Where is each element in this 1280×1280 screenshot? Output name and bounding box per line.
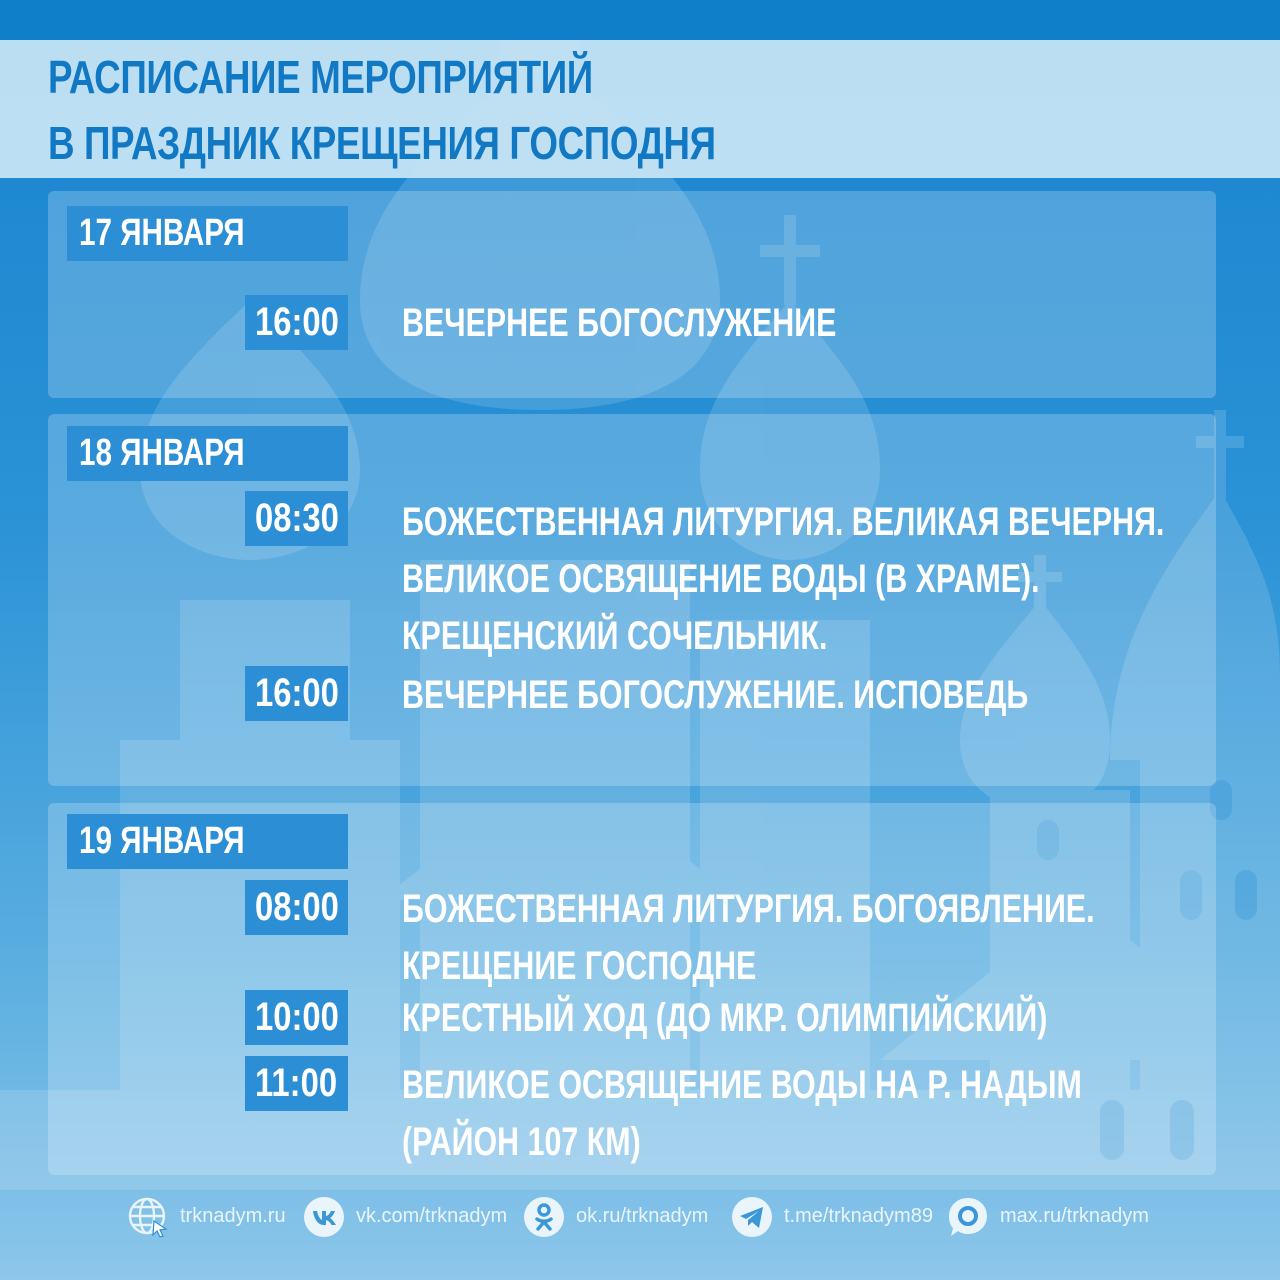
time-text: 10:00 <box>255 995 339 1039</box>
date-text: 18 ЯНВАРЯ <box>79 432 245 474</box>
date-label <box>67 426 348 481</box>
page-title-line1: РАСПИСАНИЕ МЕРОПРИЯТИЙ <box>48 51 593 103</box>
event-line: БОЖЕСТВЕННАЯ ЛИТУРГИЯ. ВЕЛИКАЯ ВЕЧЕРНЯ. <box>402 500 1165 544</box>
time-badge <box>245 880 348 935</box>
event-description <box>402 295 836 352</box>
time-text: 16:00 <box>255 671 339 715</box>
time-badge <box>245 666 348 721</box>
date-label <box>67 206 348 261</box>
event-line: ВЕЛИКОЕ ОСВЯЩЕНИЕ ВОДЫ (В ХРАМЕ). <box>402 557 1040 601</box>
time-text: 11:00 <box>255 1061 338 1105</box>
top-bar <box>0 0 1280 40</box>
event-line: БОЖЕСТВЕННАЯ ЛИТУРГИЯ. БОГОЯВЛЕНИЕ. <box>402 887 1095 931</box>
time-text: 08:30 <box>255 496 339 540</box>
date-label <box>67 814 348 869</box>
vk-icon <box>302 1195 346 1239</box>
event-description <box>402 881 1095 995</box>
event-line: ВЕЧЕРНЕЕ БОГОСЛУЖЕНИЕ <box>402 301 837 345</box>
event-description <box>402 494 1164 665</box>
date-text: 17 ЯНВАРЯ <box>79 212 245 254</box>
event-description <box>402 1057 1082 1171</box>
social-link-text: trknadym.ru <box>180 1205 286 1227</box>
time-text: 16:00 <box>255 300 339 344</box>
event-line: КРЕЩЕНИЕ ГОСПОДНЕ <box>402 944 757 988</box>
event-line: КРЕСТНЫЙ ХОД (ДО МКР. ОЛИМПИЙСКИЙ) <box>402 996 1048 1040</box>
globe-icon <box>126 1195 170 1239</box>
odnoklassniki-icon <box>522 1195 566 1239</box>
time-text: 08:00 <box>255 885 339 929</box>
event-description <box>402 990 1047 1047</box>
social-link-text: vk.com/trknadym <box>356 1205 508 1227</box>
social-link-text: ok.ru/trknadym <box>576 1205 709 1227</box>
time-badge <box>245 990 348 1045</box>
date-text: 19 ЯНВАРЯ <box>79 820 245 862</box>
max-icon <box>946 1195 990 1239</box>
time-badge <box>245 1056 348 1111</box>
event-line: ВЕЛИКОЕ ОСВЯЩЕНИЕ ВОДЫ НА Р. НАДЫМ <box>402 1063 1082 1107</box>
social-link-text: max.ru/trknadym <box>1000 1205 1149 1227</box>
event-description <box>402 667 1028 724</box>
time-badge <box>245 295 348 350</box>
event-line: (РАЙОН 107 КМ) <box>402 1120 641 1164</box>
event-line: ВЕЧЕРНЕЕ БОГОСЛУЖЕНИЕ. ИСПОВЕДЬ <box>402 673 1029 717</box>
page-title-line2: В ПРАЗДНИК КРЕЩЕНИЯ ГОСПОДНЯ <box>48 117 716 169</box>
social-links-footer <box>126 1193 1226 1241</box>
social-link-text: t.me/trknadym89 <box>784 1205 933 1227</box>
telegram-icon <box>730 1195 774 1239</box>
event-line: КРЕЩЕНСКИЙ СОЧЕЛЬНИК. <box>402 614 828 658</box>
time-badge <box>245 491 348 546</box>
